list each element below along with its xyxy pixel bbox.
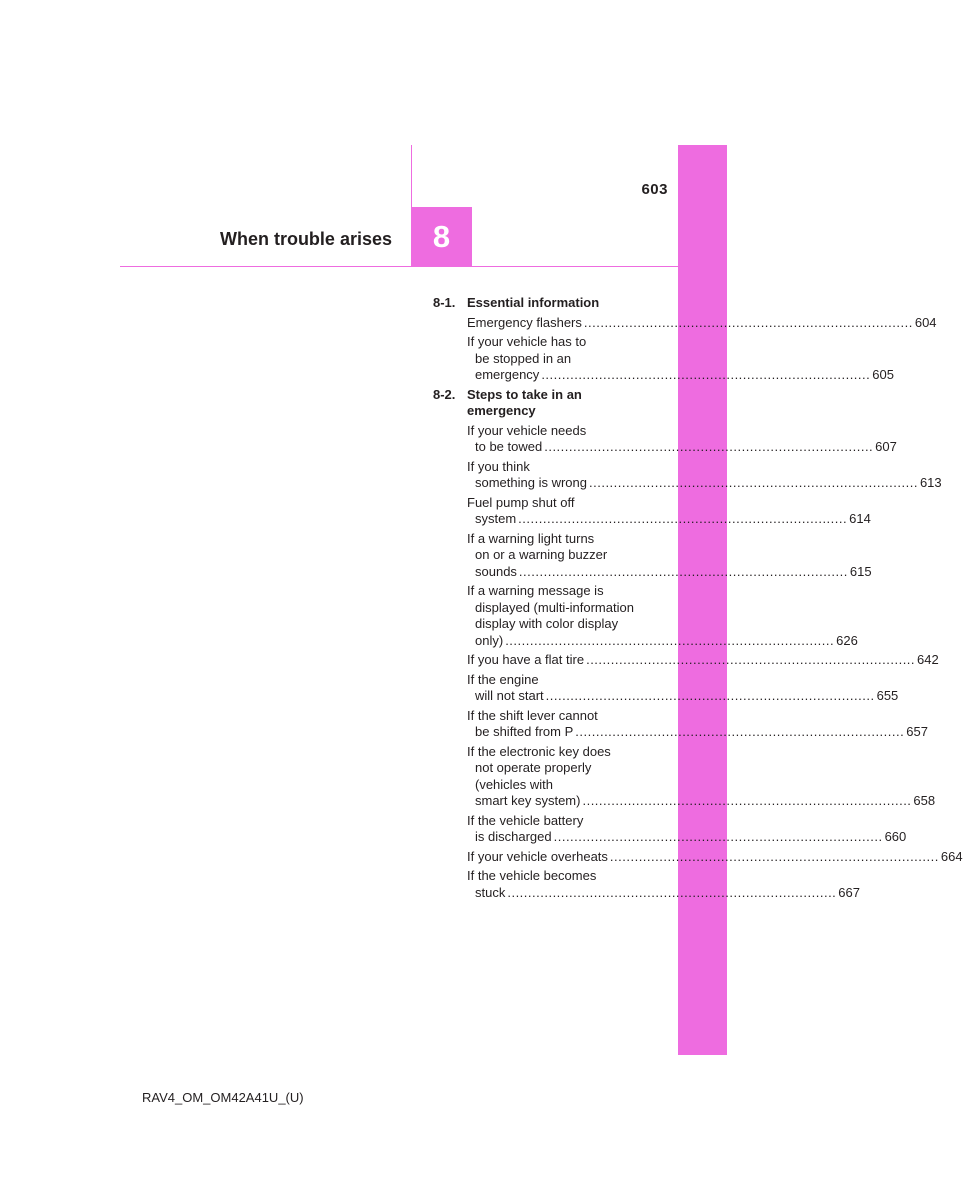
entry-text: will not start [475,688,544,703]
entry-page-number: 607 [875,439,897,454]
entry-text: If a warning light turns [467,530,595,546]
toc-section [433,387,653,420]
dot-leader: ................................................................................ [589,475,918,490]
entry-text: smart key system) [475,793,581,808]
entry-text: system [475,511,517,526]
entry-text: to be towed [475,439,543,454]
entry-page-number: 655 [876,688,899,703]
section-title: Essential information [467,295,600,310]
dot-leader: ................................................................................ [518,511,848,526]
toc-entry[interactable] [467,743,936,810]
entry-text: not operate properly [475,760,592,775]
dot-leader: ................................................................................ [609,848,939,864]
entry-text: be shifted from P [475,724,574,739]
entry-page-number: 658 [913,793,936,808]
toc-entry[interactable] [467,868,860,901]
entry-text: If your vehicle overheats [467,848,608,864]
entry-text: stuck [475,884,506,900]
entry-text: Emergency flashers [467,314,582,330]
dot-leader: ................................................................................ [575,724,905,739]
section-number: 8-1. [433,295,456,310]
toc-entry[interactable] [467,671,899,705]
entry-text: something is wrong [475,475,587,490]
chapter-number: 8 [432,218,451,254]
entry-text: If your vehicle has to [467,334,587,349]
entry-page-number: 660 [884,829,907,844]
toc-entry[interactable] [467,494,871,528]
dot-leader: ................................................................................ [553,829,883,844]
entry-text: only) [475,632,504,648]
entry-text: (vehicles with [475,776,554,792]
dot-leader: ................................................................................ [544,439,874,454]
entry-text: display with color display [475,616,619,631]
chapter-number-badge [411,207,472,266]
entry-page-number: 605 [872,367,894,382]
section-title: Steps to take in an [467,386,582,402]
entry-text: If the engine [467,671,539,687]
entry-page-number: 615 [849,563,872,579]
entry-text: If you think [467,458,530,474]
entry-text: If the vehicle becomes [467,868,597,883]
dot-leader: ................................................................................ [545,688,875,703]
dot-leader: ................................................................................ [541,367,871,382]
toc-entry[interactable] [467,530,872,581]
entry-text: emergency [475,367,540,382]
entry-page-number: 657 [906,724,928,739]
entry-text: If your vehicle needs [467,422,587,438]
entry-text: displayed (multi-information [475,599,634,615]
entry-text: sounds [475,563,517,579]
section-title: emergency [467,403,536,418]
section-number: 8-2. [433,386,456,402]
entry-page-number: 664 [940,848,963,864]
entry-text: on or a warning buzzer [475,547,608,562]
entry-text: If you have a flat tire [467,652,585,667]
entry-text: If a warning message is [467,583,604,598]
entry-text: If the vehicle battery [467,812,584,828]
dot-leader: ................................................................................ [518,563,848,579]
toc-entry[interactable] [467,652,939,669]
toc-entry[interactable] [467,848,963,866]
entry-page-number: 614 [849,511,871,526]
entry-page-number: 642 [917,652,939,667]
entry-page-number: 667 [838,884,860,900]
page-number: 603 [641,181,668,198]
table-of-contents [433,295,963,904]
chapter-title: When trouble arises [219,229,392,249]
toc-entry[interactable] [467,422,897,456]
toc-entry[interactable] [467,458,942,492]
toc-entry[interactable] [467,334,894,384]
document-code: RAV4_OM_OM42A41U_(U) [142,1090,304,1105]
toc-entry[interactable] [467,314,937,332]
entry-page-number: 626 [836,632,858,648]
entry-page-number: 613 [919,475,942,490]
toc-entry[interactable] [467,812,907,846]
toc-entry[interactable] [467,583,858,649]
entry-text: If the electronic key does [467,743,611,759]
dot-leader: ................................................................................ [583,314,913,330]
dot-leader: ................................................................................ [507,884,837,900]
vertical-rule [411,145,412,207]
horizontal-rule [120,266,678,267]
entry-text: Fuel pump shut off [467,494,575,510]
toc-entry[interactable] [467,707,928,741]
entry-text: be stopped in an [475,350,572,366]
dot-leader: ................................................................................ [505,632,835,648]
dot-leader: ................................................................................ [586,652,916,667]
dot-leader: ................................................................................ [582,793,912,808]
side-thumb-tab [678,145,727,1055]
toc-section [433,295,653,312]
entry-page-number: 604 [914,314,937,330]
entry-text: If the shift lever cannot [467,707,598,723]
entry-text: is discharged [475,829,552,844]
